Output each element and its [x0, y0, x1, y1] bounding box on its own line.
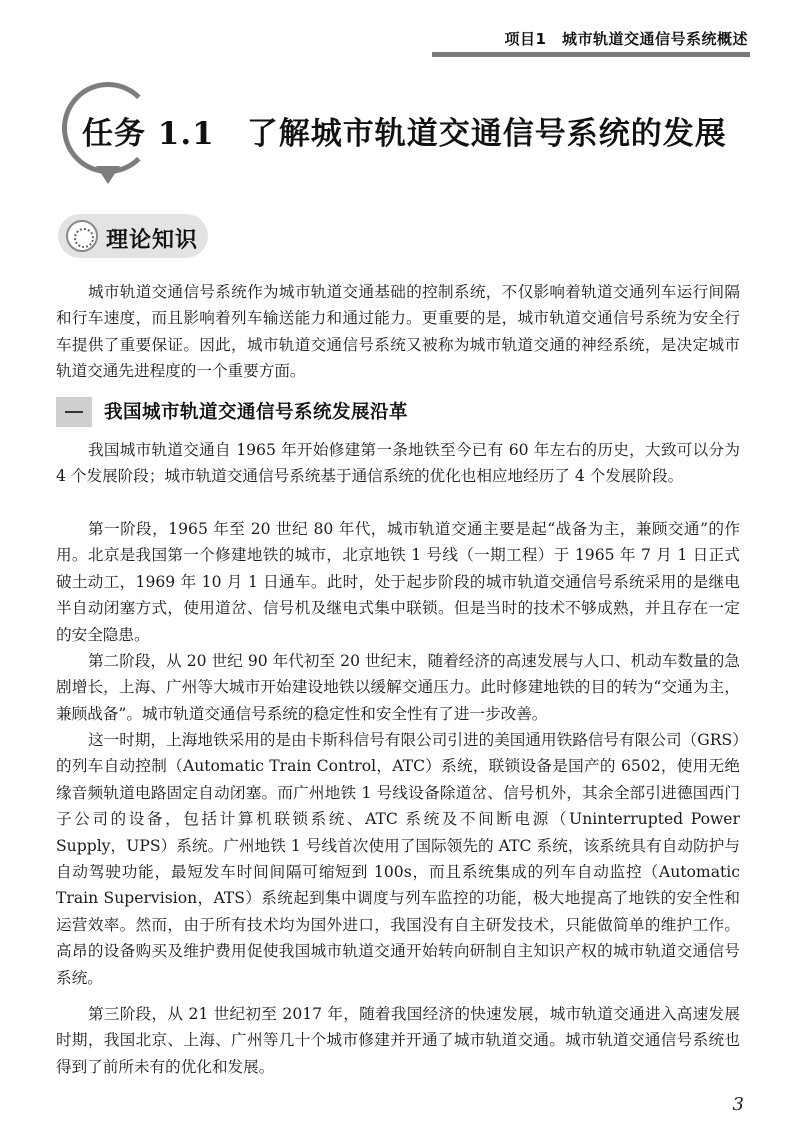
section-number-dash — [65, 411, 83, 413]
badge-label: 理论知识 — [106, 228, 199, 253]
task-title: 任务 1.1 了解城市轨道交通信号系统的发展 — [82, 116, 727, 152]
section-badge — [58, 214, 208, 258]
header-rule — [432, 52, 750, 57]
body-paragraph-3: 第二阶段，从 20 世纪 90 年代初至 20 世纪末，随着经济的高速发展与人口、机动车数量的急剧增长，上海、广州等大城市开始建设地铁以缓解交通压力。此时修建地铁的目的转为“交通为主，兼顾战备”。城市轨道交通信号系统的稳定性和安全性有了进一步改善。 — [56, 652, 740, 723]
running-header: 项目1 城市轨道交通信号系统概述 — [504, 30, 748, 48]
section-heading: 我国城市轨道交通信号系统发展沿革 — [104, 402, 409, 423]
body-paragraph-5: 第三阶段，从 21 世纪初至 2017 年，随着我国经济的快速发展，城市轨道交通进入高速发展时期，我国北京、上海、广州等几十个城市修建并开通了城市轨道交通。城市轨道交通信号系统也得到了前所未有的优化和发展。 — [56, 1005, 740, 1076]
page-number: 3 — [732, 1094, 744, 1115]
body-paragraph-1: 我国城市轨道交通自 1965 年开始修建第一条地铁至今已有 60 年左右的历史，大致可以分为 4 个发展阶段；城市轨道交通信号系统基于通信系统的优化也相应地经历了 4 个发展阶段。 — [56, 441, 740, 486]
body-paragraph-4: 这一时期，上海地铁采用的是由卡斯科信号有限公司引进的美国通用铁路信号有限公司（GRS）的列车自动控制（Automatic Train Control，ATC）系统，联锁设备是国产的 6502，使用无绝缘音频轨道电路固定自动闭塞。而广州地铁 1 号线设备除道岔、信号机外，其余全部引进德国西门子公司的设备，包括计算机联锁系统、ATC 系统及不间断电源（Uninterrupted Power Supply，UPS）系统。广州地铁 1 号线首次使用了国际领先的 ATC 系统，该系统具有自动防护与自动驾驶功能，最短发车时间间隔可缩短到 100s，而且系统集成的列车自动监控（Automatic Train Supervision，ATS）系统起到集中调度与列车监控的功能，极大地提高了地铁的安全性和运营效率。然而，由于所有技术均为国外进口，我国没有自主研发技术，只能做简单的维护工作。高昂的设备购买及维护费用促使我国城市轨道交通开始转向研制自主知识产权的城市轨道交通信号系统。 — [56, 731, 740, 987]
section-number-box — [56, 397, 92, 427]
body-paragraph-2: 第一阶段，1965 年至 20 世纪 80 年代，城市轨道交通主要是起“战备为主，兼顾交通”的作用。北京是我国第一个修建地铁的城市，北京地铁 1 号线（一期工程）于 1965 年 7 月 1 日正式破土动工，1969 年 10 月 1 日通车。此时，处于起步阶段的城市轨道交通信号系统采用的是继电半自动闭塞方式，使用道岔、信号机及继电式集中联锁。但是当时的技术不够成熟，并且存在一定的安全隐患。 — [56, 520, 740, 644]
medal-icon — [66, 220, 98, 252]
intro-paragraph: 城市轨道交通信号系统作为城市轨道交通基础的控制系统，不仅影响着轨道交通列车运行间隔和行车速度，而且影响着列车输送能力和通过能力。更重要的是，城市轨道交通信号系统为安全行车提供了重要保证。因此，城市轨道交通信号系统又被称为城市轨道交通的神经系统，是决定城市轨道交通先进程度的一个重要方面。 — [56, 283, 740, 381]
